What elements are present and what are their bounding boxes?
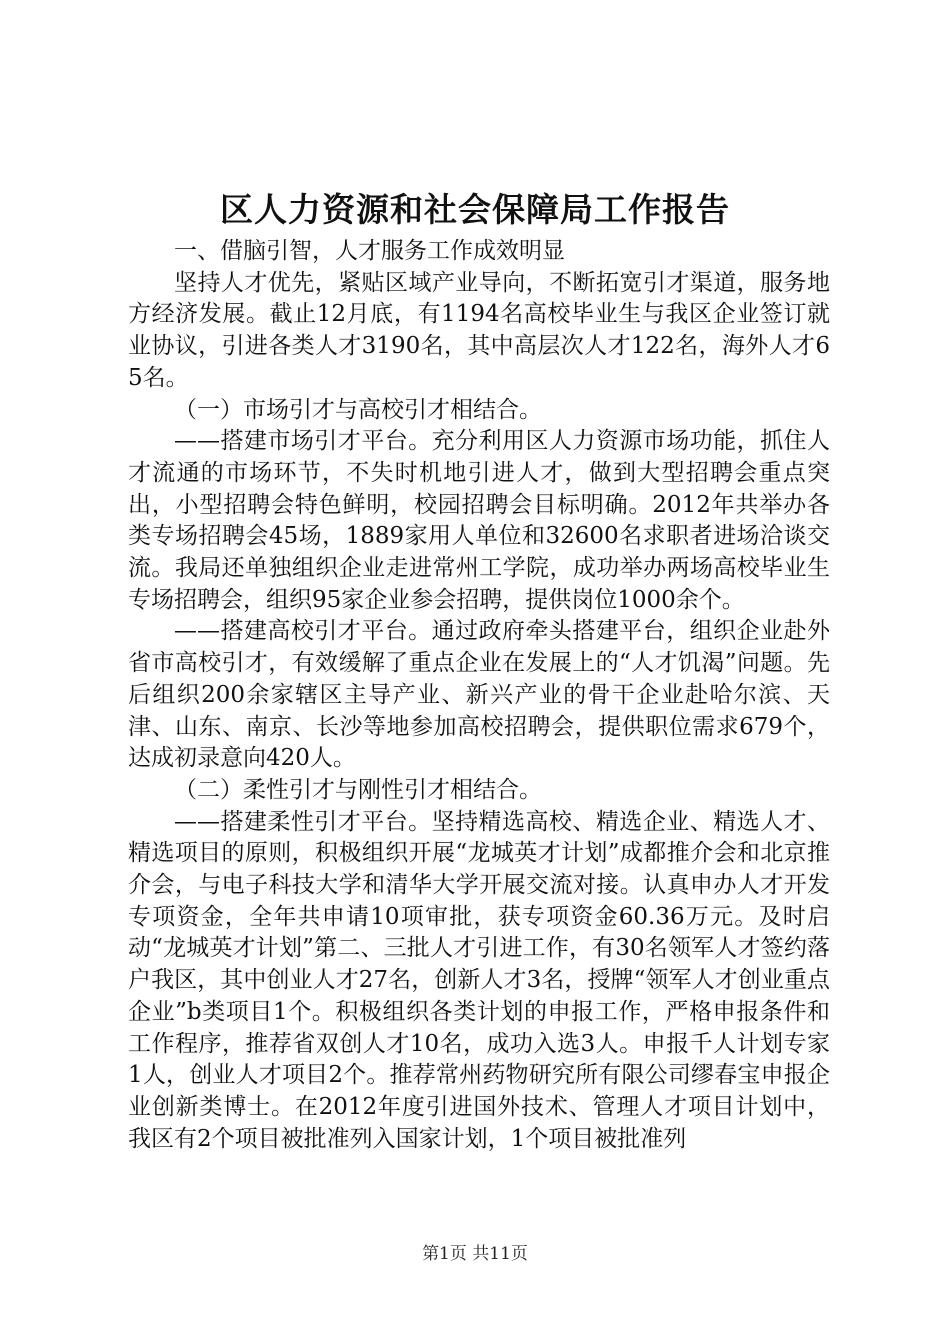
body-paragraph: 坚持人才优先，紧贴区域产业导向，不断拓宽引才渠道，服务地方经济发展。截止12月底，有1194名高校毕业生与我区企业签订就业协议，引进各类人才3190名，其中高层次人才122名，海外人才65名。 [128,269,830,391]
document-title: 区人力资源和社会保障局工作报告 [220,190,730,229]
section-heading: 一、借脑引智，人才服务工作成效明显 [174,238,565,264]
page-number-footer: 第1页 共11页 [422,1244,528,1264]
body-paragraph: ——搭建高校引才平台。通过政府牵头搭建平台，组织企业赴外省市高校引才，有效缓解了重点企业在发展上的“人才饥渴”问题。先后组织200余家辖区主导产业、新兴产业的骨干企业赴哈尔滨、天津、山东、南京、长沙等地参加高校招聘会，提供职位需求679个，达成初录意向420人。 [128,618,830,772]
document-body [128,236,830,1155]
subsection-heading: （二）柔性引才与刚性引才相结合。 [174,776,542,803]
subsection-heading: （一）市场引才与高校引才相结合。 [174,396,542,423]
body-paragraph: ——搭建柔性引才平台。坚持精选高校、精选企业、精选人才、精选项目的原则，积极组织开展“龙城英才计划”成都推介会和北京推介会，与电子科技大学和清华大学开展交流对接。认真申办人才开发专项资金，全年共申请10项审批，获专项资金60.36万元。及时启动“龙城英才计划”第二、三批人才引进工作，有30名领军人才签约落户我区，其中创业人才27名，创新人才3名，授牌“领军人才创业重点企业”b类项目1个。积极组织各类计划的申报工作，严格申报条件和工作程序，推荐省双创人才10名，成功入选3人。申报千人计划专家1人，创业人才项目2个。推荐常州药物研究所有限公司缪春宝申报企业创新类博士。在2012年度引进国外技术、管理人才项目计划中，我区有2个项目被批准列入国家计划，1个项目被批准列 [128,808,830,1152]
body-paragraph: ——搭建市场引才平台。充分利用区人力资源市场功能，抓住人才流通的市场环节，不失时机地引进人才，做到大型招聘会重点突出，小型招聘会特色鲜明，校园招聘会目标明确。2012年共举办各类专场招聘会45场，1889家用人单位和32600名求职者进场洽谈交流。我局还单独组织企业走进常州工学院，成功举办两场高校毕业生专场招聘会，组织95家企业参会招聘，提供岗位1000余个。 [128,428,830,613]
